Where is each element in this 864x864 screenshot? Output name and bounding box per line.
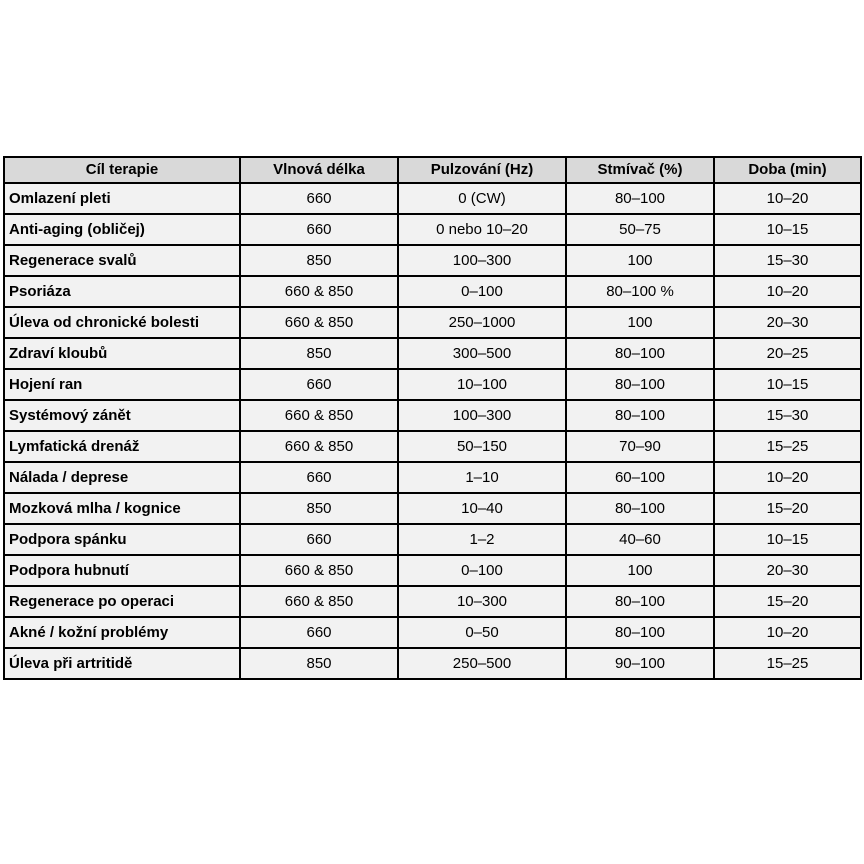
therapy-table-container	[3, 156, 860, 680]
duration-cell: 15–25	[714, 648, 861, 679]
duration-cell: 20–25	[714, 338, 861, 369]
header-cell-therapy-goal: Cíl terapie	[4, 157, 240, 183]
duration-cell: 20–30	[714, 555, 861, 586]
table-row	[4, 214, 861, 245]
wavelength-cell: 660 & 850	[240, 431, 398, 462]
therapy-goal-cell: Mozková mlha / kognice	[4, 493, 240, 524]
dimmer-cell: 80–100 %	[566, 276, 714, 307]
dimmer-cell: 90–100	[566, 648, 714, 679]
table-row	[4, 307, 861, 338]
wavelength-cell: 660 & 850	[240, 586, 398, 617]
dimmer-cell: 100	[566, 555, 714, 586]
therapy-goal-cell: Psoriáza	[4, 276, 240, 307]
table-row	[4, 586, 861, 617]
wavelength-cell: 850	[240, 493, 398, 524]
header-cell-wavelength: Vlnová délka	[240, 157, 398, 183]
duration-cell: 10–15	[714, 524, 861, 555]
table-row	[4, 648, 861, 679]
duration-cell: 15–25	[714, 431, 861, 462]
table-row	[4, 369, 861, 400]
duration-cell: 10–15	[714, 214, 861, 245]
duration-cell: 15–20	[714, 586, 861, 617]
table-row	[4, 555, 861, 586]
duration-cell: 15–30	[714, 245, 861, 276]
pulsing-cell: 300–500	[398, 338, 566, 369]
pulsing-cell: 10–300	[398, 586, 566, 617]
wavelength-cell: 660	[240, 617, 398, 648]
duration-cell: 20–30	[714, 307, 861, 338]
therapy-goal-cell: Regenerace po operaci	[4, 586, 240, 617]
table-row	[4, 245, 861, 276]
wavelength-cell: 660 & 850	[240, 400, 398, 431]
duration-cell: 10–20	[714, 462, 861, 493]
pulsing-cell: 0–100	[398, 276, 566, 307]
table-row	[4, 462, 861, 493]
dimmer-cell: 70–90	[566, 431, 714, 462]
table-row	[4, 493, 861, 524]
header-cell-duration: Doba (min)	[714, 157, 861, 183]
duration-cell: 10–20	[714, 617, 861, 648]
therapy-goal-cell: Regenerace svalů	[4, 245, 240, 276]
dimmer-cell: 80–100	[566, 338, 714, 369]
therapy-goal-cell: Podpora spánku	[4, 524, 240, 555]
duration-cell: 15–20	[714, 493, 861, 524]
dimmer-cell: 80–100	[566, 369, 714, 400]
therapy-goal-cell: Omlazení pleti	[4, 183, 240, 214]
pulsing-cell: 0–50	[398, 617, 566, 648]
table-row	[4, 400, 861, 431]
wavelength-cell: 660 & 850	[240, 276, 398, 307]
wavelength-cell: 850	[240, 245, 398, 276]
pulsing-cell: 0 (CW)	[398, 183, 566, 214]
wavelength-cell: 850	[240, 648, 398, 679]
wavelength-cell: 660	[240, 524, 398, 555]
therapy-goal-cell: Hojení ran	[4, 369, 240, 400]
pulsing-cell: 10–100	[398, 369, 566, 400]
pulsing-cell: 250–500	[398, 648, 566, 679]
table-row	[4, 183, 861, 214]
table-header	[4, 157, 861, 183]
duration-cell: 15–30	[714, 400, 861, 431]
table-row	[4, 431, 861, 462]
therapy-goal-cell: Lymfatická drenáž	[4, 431, 240, 462]
wavelength-cell: 850	[240, 338, 398, 369]
duration-cell: 10–15	[714, 369, 861, 400]
therapy-goal-cell: Úleva při artritidě	[4, 648, 240, 679]
pulsing-cell: 0–100	[398, 555, 566, 586]
dimmer-cell: 80–100	[566, 400, 714, 431]
dimmer-cell: 50–75	[566, 214, 714, 245]
pulsing-cell: 100–300	[398, 400, 566, 431]
table-row	[4, 617, 861, 648]
dimmer-cell: 80–100	[566, 586, 714, 617]
header-cell-pulsing: Pulzování (Hz)	[398, 157, 566, 183]
dimmer-cell: 80–100	[566, 493, 714, 524]
dimmer-cell: 100	[566, 307, 714, 338]
pulsing-cell: 1–2	[398, 524, 566, 555]
dimmer-cell: 80–100	[566, 617, 714, 648]
therapy-goal-cell: Podpora hubnutí	[4, 555, 240, 586]
table-row	[4, 338, 861, 369]
pulsing-cell: 100–300	[398, 245, 566, 276]
therapy-goal-cell: Anti-aging (obličej)	[4, 214, 240, 245]
therapy-goal-cell: Systémový zánět	[4, 400, 240, 431]
wavelength-cell: 660	[240, 214, 398, 245]
wavelength-cell: 660	[240, 369, 398, 400]
therapy-table	[3, 156, 862, 680]
pulsing-cell: 250–1000	[398, 307, 566, 338]
table-body	[4, 183, 861, 679]
duration-cell: 10–20	[714, 276, 861, 307]
wavelength-cell: 660 & 850	[240, 307, 398, 338]
pulsing-cell: 1–10	[398, 462, 566, 493]
duration-cell: 10–20	[714, 183, 861, 214]
therapy-goal-cell: Nálada / deprese	[4, 462, 240, 493]
pulsing-cell: 10–40	[398, 493, 566, 524]
wavelength-cell: 660 & 850	[240, 555, 398, 586]
dimmer-cell: 80–100	[566, 183, 714, 214]
dimmer-cell: 60–100	[566, 462, 714, 493]
wavelength-cell: 660	[240, 462, 398, 493]
wavelength-cell: 660	[240, 183, 398, 214]
therapy-goal-cell: Úleva od chronické bolesti	[4, 307, 240, 338]
header-cell-dimmer: Stmívač (%)	[566, 157, 714, 183]
pulsing-cell: 0 nebo 10–20	[398, 214, 566, 245]
table-row	[4, 276, 861, 307]
dimmer-cell: 40–60	[566, 524, 714, 555]
table-row	[4, 524, 861, 555]
therapy-goal-cell: Akné / kožní problémy	[4, 617, 240, 648]
dimmer-cell: 100	[566, 245, 714, 276]
therapy-goal-cell: Zdraví kloubů	[4, 338, 240, 369]
header-row	[4, 157, 861, 183]
pulsing-cell: 50–150	[398, 431, 566, 462]
